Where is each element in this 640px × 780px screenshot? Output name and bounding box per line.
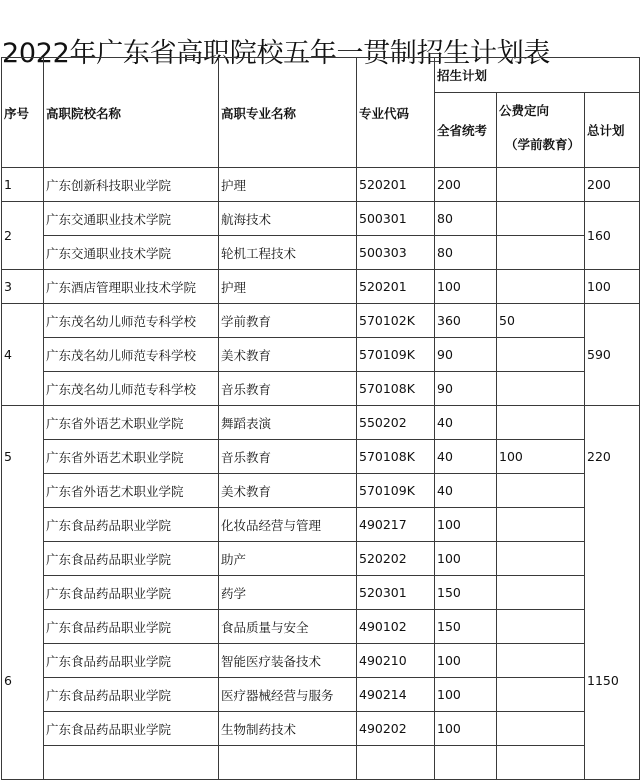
header-code: 专业代码 <box>357 58 435 168</box>
province-exam-cell: 360 <box>435 304 497 338</box>
province-exam-cell: 40 <box>435 406 497 440</box>
major-cell: 化妆品经营与管理 <box>219 508 357 542</box>
header-row <box>2 58 640 93</box>
school-cell: 广东食品药品职业学院 <box>44 576 219 610</box>
province-exam-cell: 40 <box>435 474 497 508</box>
public-funded-cell <box>497 372 585 406</box>
public-funded-cell <box>497 270 585 304</box>
major-cell: 医疗器械经营与服务 <box>219 678 357 712</box>
code-cell: 490210 <box>357 644 435 678</box>
header-plan-group: 招生计划 <box>435 58 640 93</box>
public-funded-cell <box>497 236 585 270</box>
code-cell <box>357 746 435 780</box>
code-cell: 520301 <box>357 576 435 610</box>
code-cell: 490102 <box>357 610 435 644</box>
public-funded-cell <box>497 610 585 644</box>
header-public-funded <box>497 93 585 168</box>
major-cell: 智能医疗装备技术 <box>219 644 357 678</box>
province-exam-cell: 100 <box>435 270 497 304</box>
school-cell: 广东省外语艺术职业学院 <box>44 474 219 508</box>
header-seq: 序号 <box>2 58 44 168</box>
total-cell: 160 <box>585 202 640 270</box>
code-cell: 520202 <box>357 542 435 576</box>
seq-cell: 4 <box>2 304 44 406</box>
major-cell: 音乐教育 <box>219 372 357 406</box>
province-exam-cell: 80 <box>435 202 497 236</box>
province-exam-cell: 150 <box>435 576 497 610</box>
header-total: 总计划 <box>585 93 640 168</box>
school-cell: 广东茂名幼儿师范专科学校 <box>44 372 219 406</box>
school-cell: 广东食品药品职业学院 <box>44 678 219 712</box>
school-cell: 广东省外语艺术职业学院 <box>44 440 219 474</box>
table-row <box>2 440 640 474</box>
seq-cell: 3 <box>2 270 44 304</box>
major-cell: 舞蹈表演 <box>219 406 357 440</box>
school-cell <box>44 746 219 780</box>
table-row <box>2 202 640 236</box>
total-cell: 100 <box>585 270 640 304</box>
school-cell: 广东交通职业技术学院 <box>44 202 219 236</box>
seq-value: 6 <box>4 673 12 688</box>
public-funded-cell <box>497 746 585 780</box>
total-cell <box>585 508 640 780</box>
seq-cell <box>2 406 44 508</box>
code-cell: 490214 <box>357 678 435 712</box>
school-cell: 广东食品药品职业学院 <box>44 712 219 746</box>
school-cell: 广东创新科技职业学院 <box>44 168 219 202</box>
public-funded-cell <box>497 678 585 712</box>
province-exam-cell: 80 <box>435 236 497 270</box>
school-cell: 广东食品药品职业学院 <box>44 542 219 576</box>
seq-cell: 1 <box>2 168 44 202</box>
province-exam-cell: 40 <box>435 440 497 474</box>
table-row <box>2 610 640 644</box>
total-cell: 590 <box>585 304 640 406</box>
table-row <box>2 270 640 304</box>
public-funded-cell <box>497 576 585 610</box>
table-row <box>2 712 640 746</box>
total-cell <box>585 406 640 508</box>
public-funded-cell <box>497 168 585 202</box>
table-row <box>2 372 640 406</box>
major-cell: 轮机工程技术 <box>219 236 357 270</box>
code-cell: 490202 <box>357 712 435 746</box>
province-exam-cell: 100 <box>435 712 497 746</box>
code-cell: 550202 <box>357 406 435 440</box>
public-funded-cell <box>497 644 585 678</box>
public-funded-cell <box>497 508 585 542</box>
major-cell: 航海技术 <box>219 202 357 236</box>
seq-value: 5 <box>4 449 12 464</box>
major-cell: 学前教育 <box>219 304 357 338</box>
total-cell: 200 <box>585 168 640 202</box>
table-row <box>2 542 640 576</box>
province-exam-cell: 150 <box>435 610 497 644</box>
province-exam-cell: 90 <box>435 372 497 406</box>
table-row <box>2 474 640 508</box>
table-row <box>2 304 640 338</box>
public-funded-cell: 100 <box>497 440 585 474</box>
seq-cell <box>2 508 44 780</box>
total-value: 1150 <box>587 673 619 688</box>
code-cell: 570108K <box>357 440 435 474</box>
code-cell: 520201 <box>357 168 435 202</box>
enrollment-plan-table <box>1 57 640 780</box>
table-row <box>2 406 640 440</box>
header-school: 高职院校名称 <box>44 58 219 168</box>
school-cell: 广东酒店管理职业技术学院 <box>44 270 219 304</box>
header-public-funded-note: （学前教育） <box>505 137 581 152</box>
school-cell: 广东交通职业技术学院 <box>44 236 219 270</box>
public-funded-cell <box>497 338 585 372</box>
school-cell: 广东食品药品职业学院 <box>44 610 219 644</box>
code-cell: 570109K <box>357 338 435 372</box>
public-funded-cell <box>497 542 585 576</box>
major-cell: 生物制药技术 <box>219 712 357 746</box>
school-cell: 广东省外语艺术职业学院 <box>44 406 219 440</box>
school-cell: 广东茂名幼儿师范专科学校 <box>44 304 219 338</box>
major-cell: 助产 <box>219 542 357 576</box>
province-exam-cell <box>435 746 497 780</box>
province-exam-cell: 100 <box>435 508 497 542</box>
table-row <box>2 746 640 780</box>
table-row <box>2 236 640 270</box>
province-exam-cell: 200 <box>435 168 497 202</box>
school-cell: 广东食品药品职业学院 <box>44 508 219 542</box>
major-cell: 音乐教育 <box>219 440 357 474</box>
header-major: 高职专业名称 <box>219 58 357 168</box>
province-exam-cell: 90 <box>435 338 497 372</box>
major-cell: 美术教育 <box>219 338 357 372</box>
school-cell: 广东食品药品职业学院 <box>44 644 219 678</box>
province-exam-cell: 100 <box>435 644 497 678</box>
code-cell: 570102K <box>357 304 435 338</box>
major-cell: 美术教育 <box>219 474 357 508</box>
province-exam-cell: 100 <box>435 542 497 576</box>
code-cell: 520201 <box>357 270 435 304</box>
public-funded-cell <box>497 202 585 236</box>
province-exam-cell: 100 <box>435 678 497 712</box>
public-funded-cell: 50 <box>497 304 585 338</box>
code-cell: 490217 <box>357 508 435 542</box>
code-cell: 500303 <box>357 236 435 270</box>
table-row <box>2 576 640 610</box>
table-row <box>2 338 640 372</box>
table-row <box>2 508 640 542</box>
page-title: 2022年广东省高职院校五年一贯制招生计划表 <box>2 38 551 70</box>
school-cell: 广东茂名幼儿师范专科学校 <box>44 338 219 372</box>
table-row <box>2 644 640 678</box>
major-cell: 药学 <box>219 576 357 610</box>
header-province-exam: 全省统考 <box>435 93 497 168</box>
seq-cell: 2 <box>2 202 44 270</box>
major-cell: 食品质量与安全 <box>219 610 357 644</box>
major-cell <box>219 746 357 780</box>
code-cell: 570109K <box>357 474 435 508</box>
table-row <box>2 168 640 202</box>
major-cell: 护理 <box>219 270 357 304</box>
major-cell: 护理 <box>219 168 357 202</box>
code-cell: 570108K <box>357 372 435 406</box>
table-row <box>2 678 640 712</box>
header-public-funded-label: 公费定向 <box>499 103 550 118</box>
total-value: 220 <box>587 449 611 464</box>
public-funded-cell <box>497 712 585 746</box>
public-funded-cell <box>497 474 585 508</box>
code-cell: 500301 <box>357 202 435 236</box>
public-funded-cell <box>497 406 585 440</box>
